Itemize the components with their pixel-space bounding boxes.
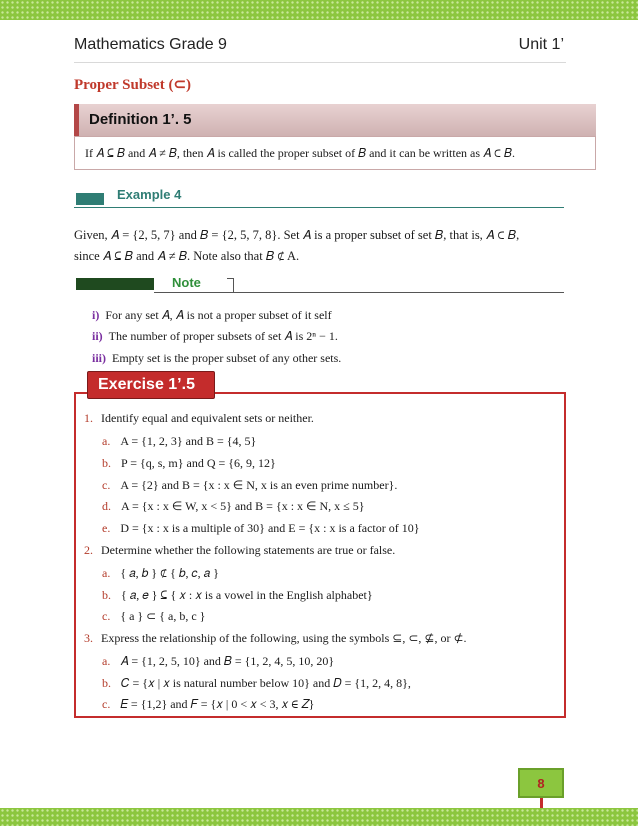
page-number-badge — [518, 768, 564, 798]
example-divider — [74, 207, 564, 208]
bottom-decorative-band — [0, 808, 638, 826]
question-2-part-a — [102, 566, 219, 581]
top-decorative-band — [0, 0, 638, 20]
exercise-title: Exercise 1’.5 — [98, 376, 195, 393]
part-label: c. — [102, 609, 111, 623]
section-title: Proper Subset (⊂) — [74, 77, 192, 93]
question-number: 1. — [84, 411, 93, 425]
part-label: d. — [102, 499, 111, 513]
page-header — [74, 36, 564, 60]
note-item-number: iii) — [92, 351, 106, 365]
part-label: c. — [102, 697, 111, 711]
part-label: b. — [102, 676, 111, 690]
part-text: { 𝑎, 𝑏 } ⊄ { 𝑏, 𝑐, 𝑎 } — [120, 566, 219, 580]
note-label: Note — [172, 275, 201, 290]
part-text: D = {x : x is a multiple of 30} and E = {x : x is a factor of 10} — [120, 521, 420, 535]
part-label: c. — [102, 478, 111, 492]
note-item — [92, 308, 332, 323]
example-tab-marker — [76, 193, 104, 205]
question-1-part-d — [102, 499, 365, 514]
question-1 — [84, 411, 314, 426]
note-item — [92, 329, 338, 344]
question-number: 3. — [84, 631, 93, 645]
question-text: Express the relationship of the following, using the symbols ⊆, ⊂, ⊈, or ⊄. — [101, 631, 467, 645]
question-3-part-a — [102, 654, 334, 669]
note-item-text: Empty set is the proper subset of any other sets. — [112, 351, 342, 365]
question-3-part-c — [102, 697, 314, 712]
part-text: A = {1, 2, 3} and B = {4, 5} — [120, 434, 257, 448]
part-label: b. — [102, 588, 111, 602]
note-bracket — [227, 278, 234, 293]
part-label: a. — [102, 434, 111, 448]
example-line-1: Given, 𝐴 = {2, 5, 7} and 𝐵 = {2, 5, 7, 8}. Set 𝐴 is a proper subset of set 𝐵, that is, 𝐴 ⊂ 𝐵, — [74, 228, 520, 242]
question-text: Identify equal and equivalent sets or neither. — [101, 411, 314, 425]
question-1-part-b — [102, 456, 276, 471]
note-divider — [154, 292, 564, 293]
question-number: 2. — [84, 543, 93, 557]
header-unit: Unit 1’ — [518, 36, 564, 53]
header-divider — [74, 62, 566, 63]
exercise-tab — [87, 371, 215, 399]
question-3 — [84, 631, 467, 646]
example-label: Example 4 — [117, 187, 182, 202]
definition-box — [74, 136, 596, 170]
header-subject: Mathematics Grade 9 — [74, 36, 227, 53]
question-1-part-a — [102, 434, 256, 449]
note-item-text: For any set 𝐴, 𝐴 is not a proper subset of it self — [105, 308, 332, 322]
example-line-2: since 𝐴 ⊆ 𝐵 and 𝐴 ≠ 𝐵. Note also that 𝐵 ⊄ A. — [74, 249, 300, 263]
question-1-part-e — [102, 521, 420, 536]
part-text: 𝐸 = {1,2} and 𝐹 = {𝑥 | 0 < 𝑥 < 3, 𝑥 ∈ 𝑍} — [120, 697, 315, 711]
part-text: A = {2} and B = {x : x ∈ N, x is an even prime number}. — [120, 478, 398, 492]
question-2 — [84, 543, 395, 558]
part-label: e. — [102, 521, 111, 535]
question-text: Determine whether the following statements are true or false. — [101, 543, 396, 557]
note-item-text: The number of proper subsets of set 𝐴 is 2ⁿ − 1. — [108, 329, 338, 343]
definition-bar — [74, 104, 596, 136]
note-tab-marker — [76, 278, 154, 290]
part-label: a. — [102, 566, 111, 580]
part-text: 𝐴 = {1, 2, 5, 10} and 𝐵 = {1, 2, 4, 5, 10, 20} — [120, 654, 335, 668]
part-label: b. — [102, 456, 111, 470]
page-number: 8 — [537, 776, 545, 791]
note-item-number: i) — [92, 308, 100, 322]
note-item — [92, 351, 341, 366]
question-3-part-b — [102, 676, 411, 691]
part-label: a. — [102, 654, 111, 668]
part-text: P = {q, s, m} and Q = {6, 9, 12} — [121, 456, 276, 470]
part-text: A = {x : x ∈ W, x < 5} and B = {x : x ∈ N, x ≤ 5} — [121, 499, 365, 513]
question-2-part-c — [102, 609, 205, 624]
definition-text: If 𝐴 ⊆ 𝐵 and 𝐴 ≠ 𝐵, then 𝐴 is called the proper subset of 𝐵 and it can be written as 𝐴 ⊂ 𝐵. — [85, 146, 516, 160]
question-2-part-b — [102, 588, 373, 603]
question-1-part-c — [102, 478, 397, 493]
part-text: { a } ⊂ { a, b, c } — [120, 609, 206, 623]
note-item-number: ii) — [92, 329, 103, 343]
part-text: { 𝑎, 𝑒 } ⊆ { 𝑥 : 𝑥 is a vowel in the English alphabet} — [121, 588, 373, 602]
part-text: 𝐶 = {𝑥 | 𝑥 is natural number below 10} and 𝐷 = {1, 2, 4, 8}, — [121, 676, 411, 690]
definition-title: Definition 1’. 5 — [89, 111, 192, 128]
